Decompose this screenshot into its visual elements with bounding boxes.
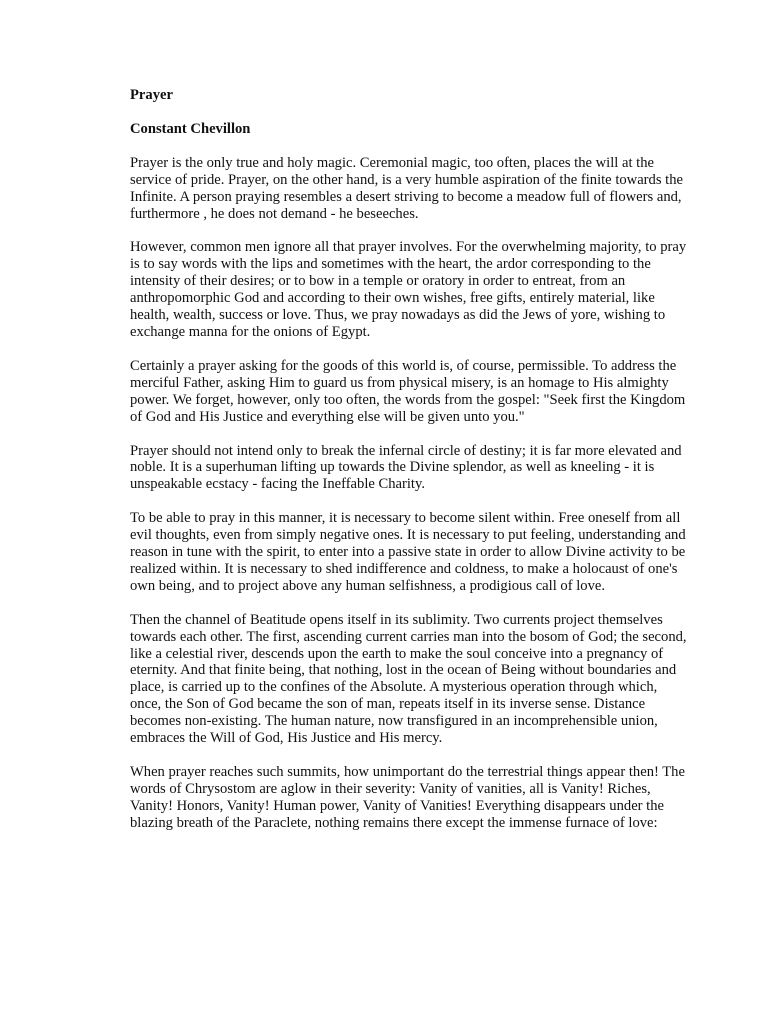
paragraph-2: However, common men ignore all that prayer involves. For the overwhelming majority, to pray is to say words with the lips and sometimes with the heart, the ardor corresponding to the intensity of their desires; or to bow in a temple or oratory in order to entreat, from an anthropomorphic God and according to their own wishes, free gifts, entirely material, like health, wealth, success or love. Thus, we pray nowadays as did the Jews of yore, wishing to exchange manna for the onions of Egypt. <box>130 239 687 340</box>
paragraph-4: Prayer should not intend only to break the infernal circle of destiny; it is far more elevated and noble. It is a superhuman lifting up towards the Divine splendor, as well as kneeling - it is unspeakable ecstacy - facing the Ineffable Charity. <box>130 442 682 493</box>
document-title: Prayer <box>130 87 173 103</box>
document-page <box>130 87 692 832</box>
paragraph-6: Then the channel of Beatitude opens itself in its sublimity. Two currents project themselves towards each other. The first, ascending current carries man into the bosom of God; the second, like a celestial river, descends upon the earth to make the soul conceive into a pregnancy of eternity. And that finite being, that nothing, lost in the ocean of Being without boundaries and place, is carried up to the confines of the Absolute. A mysterious operation through which, once, the Son of God became the son of man, repeats itself in its inverse sense. Distance becomes non-existing. The human nature, now transfigured in an incomprehensible union, embraces the Will of God, His Justice and His mercy. <box>130 611 687 747</box>
document-author: Constant Chevillon <box>130 120 251 137</box>
paragraph-7: When prayer reaches such summits, how unimportant do the terrestrial things appear then! The words of Chrysostom are aglow in their severity: Vanity of vanities, all is Vanity! Riches, Vanity! Honors, Vanity! Human power, Vanity of Vanities! Everything disappears under the blazing breath of the Paraclete, nothing remains there except the immense furnace of love: <box>130 764 685 831</box>
paragraph-1: Prayer is the only true and holy magic. Ceremonial magic, too often, places the will at the service of pride. Prayer, on the other hand, is a very humble aspiration of the finite towards the Infinite. A person praying resembles a desert striving to become a meadow full of flowers and, furthermore , he does not demand - he beseeches. <box>130 154 683 222</box>
paragraph-3: Certainly a prayer asking for the goods of this world is, of course, permissible. To address the merciful Father, asking Him to guard us from physical misery, is an homage to His almighty power. We forget, however, only too often, the words from the gospel: "Seek first the Kingdom of God and His Justice and everything else will be given unto you." <box>130 357 686 425</box>
paragraph-5: To be able to pray in this manner, it is necessary to become silent within. Free oneself from all evil thoughts, even from simply negative ones. It is necessary to put feeling, understanding and reason in tune with the spirit, to enter into a passive state in order to allow Divine activity to be realized within. It is necessary to shed indifference and coldness, to make a holocaust of one's own being, and to project above any human selfishness, a prodigious call of love. <box>130 510 686 594</box>
